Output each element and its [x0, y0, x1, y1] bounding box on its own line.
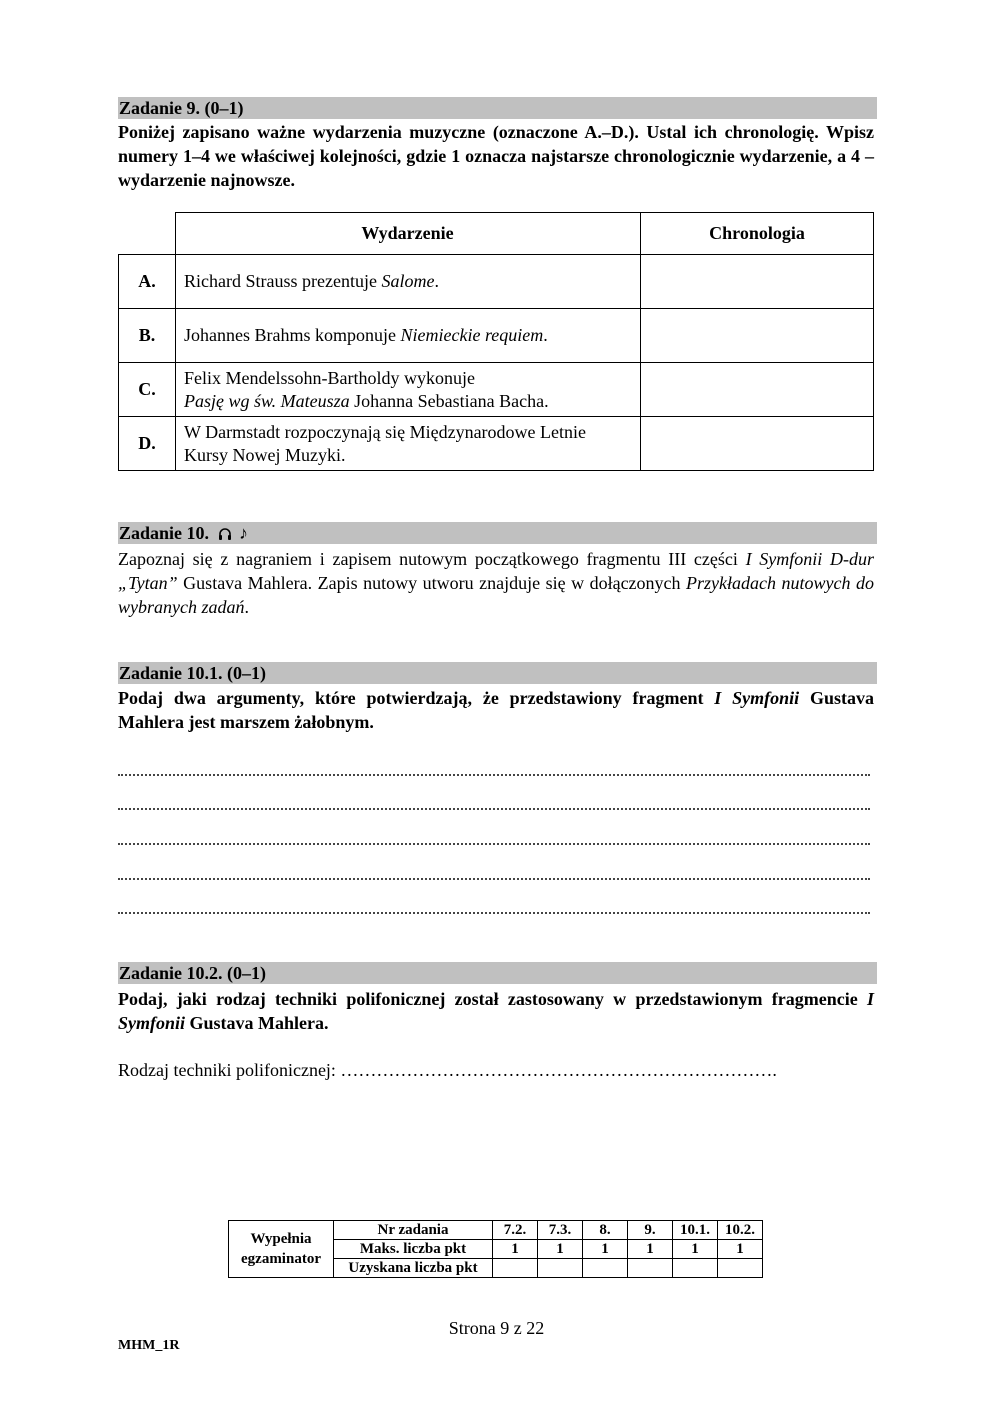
- task-9-header: Zadanie 9. (0–1): [118, 97, 877, 119]
- event-punct: .: [543, 325, 548, 345]
- examiner-label-line2: egzaminator: [241, 1251, 321, 1267]
- task-number-cell: 10.1.: [673, 1221, 718, 1240]
- obtained-points-cell[interactable]: [583, 1259, 628, 1278]
- task-10-1-instruction: [118, 686, 874, 734]
- text-segment: Gustava Mahlera.: [185, 1013, 329, 1033]
- table-corner: [119, 213, 176, 255]
- event-letter: A.: [119, 255, 176, 309]
- chronology-answer-cell[interactable]: [641, 417, 874, 471]
- task-10-2-header: Zadanie 10.2. (0–1): [118, 962, 877, 984]
- row-label-task-number: Nr zadania: [334, 1221, 493, 1240]
- task-10-header: [118, 522, 877, 544]
- exam-code: MHM_1R: [118, 1338, 180, 1353]
- event-description: [176, 309, 641, 363]
- task-10-title: Zadanie 10.: [119, 523, 210, 543]
- examiner-label: [229, 1221, 334, 1278]
- obtained-points-cell[interactable]: [628, 1259, 673, 1278]
- obtained-points-cell[interactable]: [673, 1259, 718, 1278]
- event-punct: .: [434, 271, 439, 291]
- task-number-cell: 8.: [583, 1221, 628, 1240]
- task-10-2-instruction: [118, 987, 874, 1035]
- table-row: [119, 309, 874, 363]
- table-row: [119, 363, 874, 417]
- obtained-points-cell[interactable]: [718, 1259, 763, 1278]
- work-title: I Symfonii: [118, 989, 874, 1033]
- event-letter: C.: [119, 363, 176, 417]
- booklet-title: Przykładach nutowych do wybranych zadań: [118, 573, 875, 617]
- table-row: [119, 417, 874, 471]
- text-segment: Podaj, jaki rodzaj techniki polifonicznej został zastosowany w przedstawionym fragmencie: [118, 989, 867, 1009]
- work-title: I Symfonii D-dur „Tytan”: [118, 549, 875, 593]
- work-title: I Symfonii: [714, 688, 800, 708]
- row-label-max-points: Maks. liczba pkt: [334, 1240, 493, 1259]
- event-title: Pasję wg św. Mateusza: [184, 390, 350, 411]
- max-points-cell: 1: [628, 1240, 673, 1259]
- task-10-1-header: Zadanie 10.1. (0–1): [118, 662, 877, 684]
- event-description: [176, 363, 641, 417]
- table-row: [119, 255, 874, 309]
- chronology-answer-cell[interactable]: [641, 363, 874, 417]
- max-points-cell: 1: [538, 1240, 583, 1259]
- event-text-continued: Johanna Sebastiana Bacha.: [349, 390, 549, 411]
- task-number-cell: 10.2.: [718, 1221, 763, 1240]
- event-title: Niemieckie requiem: [400, 325, 544, 345]
- chronology-answer-cell[interactable]: [641, 309, 874, 363]
- headphones-icon: [218, 524, 232, 546]
- answer-line-5[interactable]: [118, 910, 870, 914]
- event-text: Felix Mendelssohn-Bartholdy wykonuje: [184, 367, 475, 388]
- chronology-answer-cell[interactable]: [641, 255, 874, 309]
- event-title: Salome: [381, 271, 435, 291]
- text-segment: Gustava Mahlera jest marszem żałobnym.: [118, 688, 875, 732]
- task-number-cell: 7.2.: [493, 1221, 538, 1240]
- answer-line-2[interactable]: [118, 806, 870, 810]
- examiner-label-line1: Wypełnia: [250, 1231, 312, 1247]
- column-header-event: Wydarzenie: [176, 213, 641, 255]
- event-text: W Darmstadt rozpoczynają się Międzynarodowe Letnie: [184, 421, 587, 442]
- text-segment: Podaj dwa argumenty, które potwierdzają, że przedstawiony fragment: [118, 688, 715, 708]
- event-text-continued: Kursy Nowej Muzyki.: [184, 444, 346, 465]
- max-points-cell: 1: [493, 1240, 538, 1259]
- task-9-instruction: Poniżej zapisano ważne wydarzenia muzyczne (oznaczone A.–D.). Ustal ich chronologię. Wpisz numery 1–4 we właściwej kolejności, gdzie 1 oznacza najstarsze chronologicznie wydarzenie, a 4 – wydarzenie najnowsze.: [118, 122, 874, 190]
- answer-line-1[interactable]: [118, 772, 870, 776]
- event-text: Johannes Brahms komponuje: [184, 325, 401, 345]
- text-segment: .: [244, 597, 249, 617]
- event-description: [176, 255, 641, 309]
- max-points-cell: 1: [583, 1240, 628, 1259]
- answer-line-4[interactable]: [118, 876, 870, 880]
- polyphonic-technique-answer[interactable]: Rodzaj techniki polifonicznej: ……………………………………………………………….: [118, 1060, 777, 1080]
- answer-line-3[interactable]: [118, 841, 870, 845]
- text-segment: Zapoznaj się z nagraniem i zapisem nutowym początkowego fragmentu III części: [118, 549, 746, 569]
- task-10-description: [118, 547, 874, 619]
- page-number: Strona 9 z 22: [448, 1318, 545, 1338]
- event-text: Richard Strauss prezentuje: [184, 271, 382, 291]
- task-number-cell: 7.3.: [538, 1221, 583, 1240]
- event-letter: B.: [119, 309, 176, 363]
- obtained-points-cell[interactable]: [538, 1259, 583, 1278]
- obtained-points-cell[interactable]: [493, 1259, 538, 1278]
- column-header-chronology: Chronologia: [641, 213, 874, 255]
- events-table: [118, 212, 874, 471]
- max-points-cell: 1: [673, 1240, 718, 1259]
- music-note-icon: ♪: [239, 523, 249, 543]
- event-description: [176, 417, 641, 471]
- max-points-cell: 1: [718, 1240, 763, 1259]
- row-label-obtained-points: Uzyskana liczba pkt: [334, 1259, 493, 1278]
- text-segment: Gustava Mahlera. Zapis nutowy utworu znajduje się w dołączonych: [177, 573, 687, 593]
- event-letter: D.: [119, 417, 176, 471]
- task-number-cell: 9.: [628, 1221, 673, 1240]
- score-table: [228, 1220, 763, 1278]
